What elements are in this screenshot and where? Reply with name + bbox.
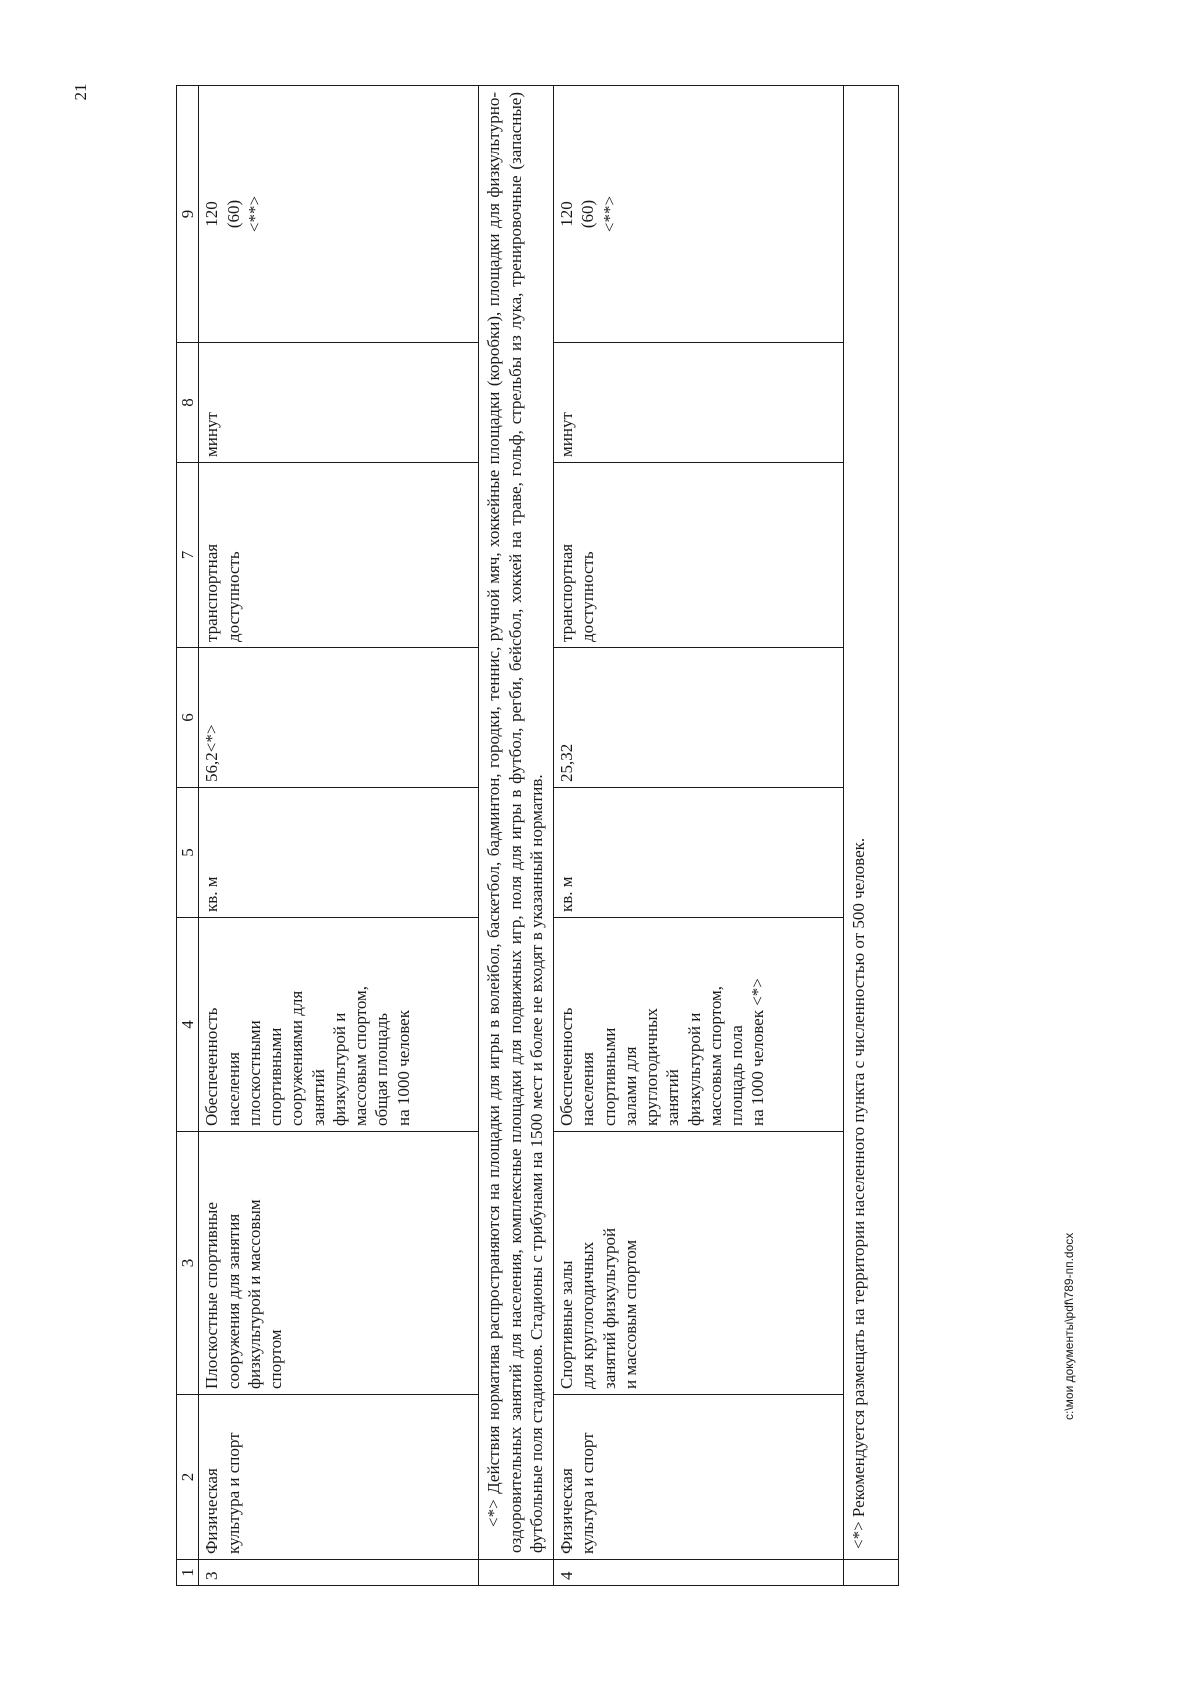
indicator-cell: Обеспеченность населения спортивными залами для круглогодичных занятий физкультурой и массовым спортом, площадь пола на 1000 человек <*>	[554, 918, 844, 1132]
column-number: 8	[177, 343, 199, 463]
column-number: 9	[177, 86, 199, 343]
indicator-cell: Обеспеченность населения плоскостными спортивными сооружениями для занятий физкультурой и массовым спортом, общая площадь на 1000 человек	[199, 918, 479, 1132]
note-empty-cell	[479, 1560, 554, 1586]
access-type-cell: транспортная доступность	[554, 463, 844, 648]
note-cell	[479, 86, 554, 1560]
column-number: 7	[177, 463, 199, 648]
table-row	[554, 86, 844, 1586]
row-number: 3	[199, 1560, 479, 1586]
table-container	[176, 86, 1006, 1586]
object-cell: Спортивные залы для круглогодичных занятий физкультурой и массовым спортом	[554, 1132, 844, 1395]
page-number: 21	[71, 83, 90, 101]
unit-cell: кв. м	[554, 788, 844, 918]
note-row	[479, 86, 554, 1586]
column-number: 6	[177, 648, 199, 788]
sphere-cell: Физическая культура и спорт	[554, 1395, 844, 1560]
object-cell: Плоскостные спортивные сооружения для занятия физкультурой и массовым спортом	[199, 1132, 479, 1395]
column-number: 3	[177, 1132, 199, 1395]
access-value-cell: 120 (60) <**>	[554, 86, 844, 343]
access-type-cell: транспортная доступность	[199, 463, 479, 648]
note-row	[844, 86, 899, 1586]
table-row	[199, 86, 479, 1586]
value-cell: 25,32	[554, 648, 844, 788]
sphere-cell: Физическая культура и спорт	[199, 1395, 479, 1560]
row-number: 4	[554, 1560, 844, 1586]
access-unit-cell: минут	[554, 343, 844, 463]
note-empty-cell	[844, 1560, 899, 1586]
note-text: <*> Действия норматива распространяются на площадки для игры в волейбол, баскетбол, бадминтон, городки, теннис, ручной мяч, хоккейные площадки (коробки), площадки для физкультурно-оздоровительных занятий для населения, комплексные площадки для подвижных игр, поля для игры в футбол, регби, бейсбол, хоккей на траве, гольф, стрельбы из лука, тренировочные (запасные) футбольные поля стадионов. Стадионы с трибунами на 1500 мест и более не входят в указанный норматив.	[484, 92, 546, 1553]
access-value-cell: 120 (60) <**>	[199, 86, 479, 343]
column-number: 4	[177, 918, 199, 1132]
value-cell: 56,2<*>	[199, 648, 479, 788]
note-cell: <*> Рекомендуется размещать на территории населенного пункта с численностью от 500 человек.	[844, 86, 899, 1560]
column-number-row	[177, 86, 199, 1586]
standards-table	[176, 85, 899, 1586]
unit-cell: кв. м	[199, 788, 479, 918]
column-number: 1	[177, 1560, 199, 1586]
access-unit-cell: минут	[199, 343, 479, 463]
column-number: 2	[177, 1395, 199, 1560]
footer-file-path: c:\мои документы\pdf\789-пп.docx	[1062, 1232, 1076, 1420]
column-number: 5	[177, 788, 199, 918]
